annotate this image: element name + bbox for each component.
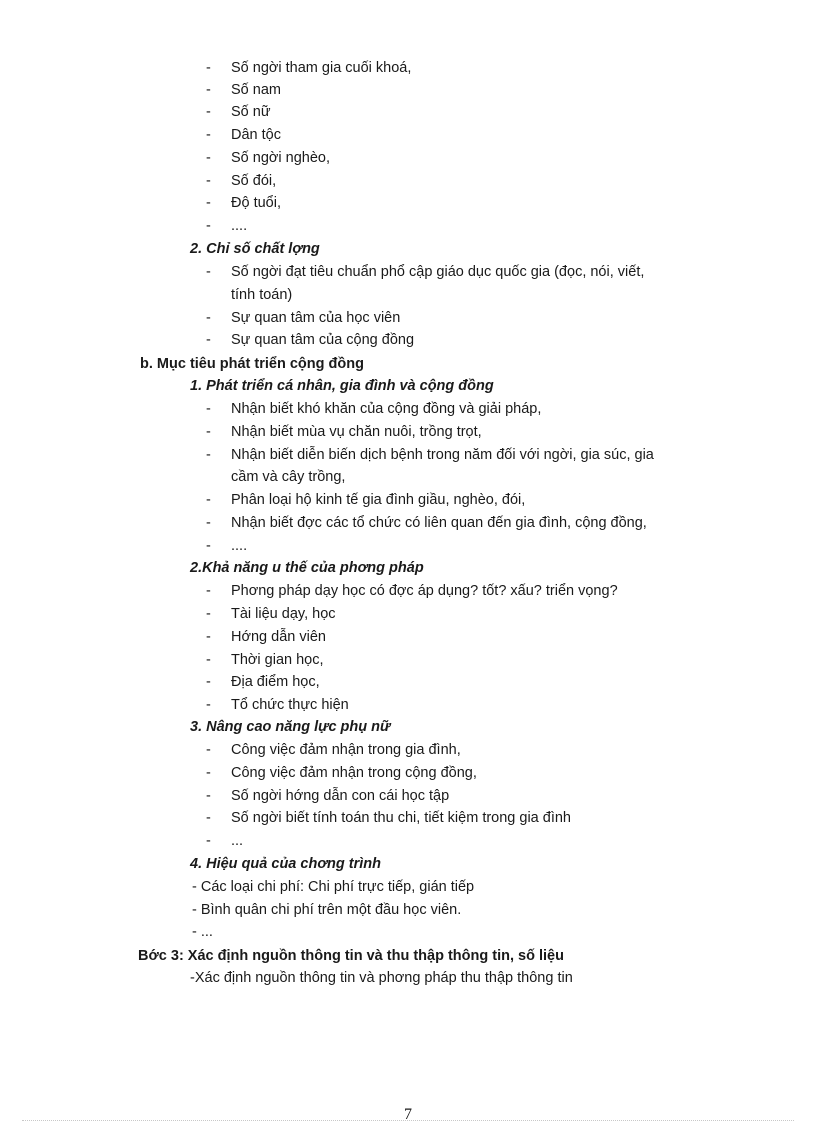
list-item: Sự quan tâm của học viên — [231, 310, 401, 326]
bullet-dash: - — [206, 652, 211, 668]
list-item: - ... — [192, 924, 213, 940]
bullet-dash: - — [206, 515, 211, 531]
heading-method-advantages: 2.Khả năng u thế của phơng pháp — [190, 560, 424, 576]
list-item: Độ tuổi, — [231, 195, 281, 211]
page-number: 7 — [404, 1106, 412, 1123]
bullet-dash: - — [206, 742, 211, 758]
bullet-dash: - — [206, 150, 211, 166]
list-item: Nhận biết đợc các tổ chức có liên quan đến gia đình, cộng đồng, — [231, 515, 647, 531]
list-item: Địa điểm học, — [231, 674, 320, 690]
list-item-continuation: cầm và cây trồng, — [231, 469, 346, 485]
step-3-label: Bớc 3 — [138, 948, 179, 964]
bullet-dash: - — [206, 332, 211, 348]
heading-quality-indicators: 2. Chỉ số chất lợng — [190, 241, 320, 257]
list-item: Hớng dẫn viên — [231, 629, 326, 645]
section-title-community: b. Mục tiêu phát triển cộng đồng — [140, 356, 364, 372]
bullet-dash: - — [206, 424, 211, 440]
list-item: Tổ chức thực hiện — [231, 697, 349, 713]
bullet-dash: - — [206, 697, 211, 713]
list-item: Phơng pháp dạy học có đợc áp dụng? tốt? xấu? triển vọng? — [231, 583, 618, 599]
bullet-dash: - — [206, 195, 211, 211]
bullet-dash: - — [206, 310, 211, 326]
footer-divider — [22, 1120, 794, 1121]
bullet-dash: - — [206, 788, 211, 804]
list-item: - Bình quân chi phí trên một đầu học viên. — [192, 902, 462, 918]
list-item: Số ngời đạt tiêu chuẩn phổ cập giáo dục quốc gia (đọc, nói, viết, — [231, 264, 645, 280]
bullet-dash: - — [206, 674, 211, 690]
bullet-dash: - — [206, 583, 211, 599]
list-item: Sự quan tâm của cộng đồng — [231, 332, 415, 348]
heading-personal-development: 1. Phát triển cá nhân, gia đình và cộng đồng — [190, 378, 494, 394]
step-3-detail: -Xác định nguồn thông tin và phơng pháp thu thập thông tin — [190, 970, 573, 986]
list-item: Số ngời tham gia cuối khoá, — [231, 60, 412, 76]
list-item: ... — [231, 833, 244, 849]
list-item: Thời gian học, — [231, 652, 324, 668]
list-item: Công việc đảm nhận trong gia đình, — [231, 742, 461, 758]
bullet-dash: - — [206, 538, 211, 554]
bullet-dash: - — [206, 492, 211, 508]
bullet-dash: - — [206, 127, 211, 143]
list-item: Số ngời hớng dẫn con cái học tập — [231, 788, 450, 804]
heading-program-efficiency: 4. Hiệu quả của chơng trình — [190, 856, 382, 872]
list-item: Số đói, — [231, 173, 277, 189]
bullet-dash: - — [206, 401, 211, 417]
list-item: Nhận biết mùa vụ chăn nuôi, trồng trọt, — [231, 424, 482, 440]
bullet-dash: - — [206, 606, 211, 622]
list-item: Dân tộc — [231, 127, 281, 143]
bullet-dash: - — [206, 218, 211, 234]
bullet-dash: - — [206, 833, 211, 849]
bullet-dash: - — [206, 173, 211, 189]
list-item: Số nam — [231, 82, 281, 98]
bullet-dash: - — [206, 810, 211, 826]
list-item: Công việc đảm nhận trong cộng đồng, — [231, 765, 477, 781]
list-item: Tài liệu dạy, học — [231, 606, 336, 622]
bullet-dash: - — [206, 765, 211, 781]
list-item: - Các loại chi phí: Chi phí trực tiếp, gián tiếp — [192, 879, 475, 895]
bullet-dash: - — [206, 264, 211, 280]
step-3-title: : Xác định nguồn thông tin và thu thập thông tin, số liệu — [178, 948, 564, 964]
bullet-dash: - — [206, 104, 211, 120]
bullet-dash: - — [206, 447, 211, 463]
list-item: Nhận biết diễn biến dịch bệnh trong năm đối với ngời, gia súc, gia — [231, 447, 654, 463]
bullet-dash: - — [206, 60, 211, 76]
bullet-dash: - — [206, 629, 211, 645]
step-3-heading — [138, 947, 564, 965]
list-item-continuation: tính toán) — [231, 287, 293, 303]
list-item: .... — [231, 538, 248, 554]
list-item: Số nữ — [231, 104, 271, 120]
list-item: Phân loại hộ kinh tế gia đình giầu, nghèo, đói, — [231, 492, 526, 508]
list-item: Số ngời biết tính toán thu chi, tiết kiệm trong gia đình — [231, 810, 571, 826]
heading-women-capacity: 3. Nâng cao năng lực phụ nữ — [190, 719, 391, 735]
list-item: Số ngời nghèo, — [231, 150, 331, 166]
list-item: .... — [231, 218, 248, 234]
bullet-dash: - — [206, 82, 211, 98]
list-item: Nhận biết khó khăn của cộng đồng và giải pháp, — [231, 401, 542, 417]
